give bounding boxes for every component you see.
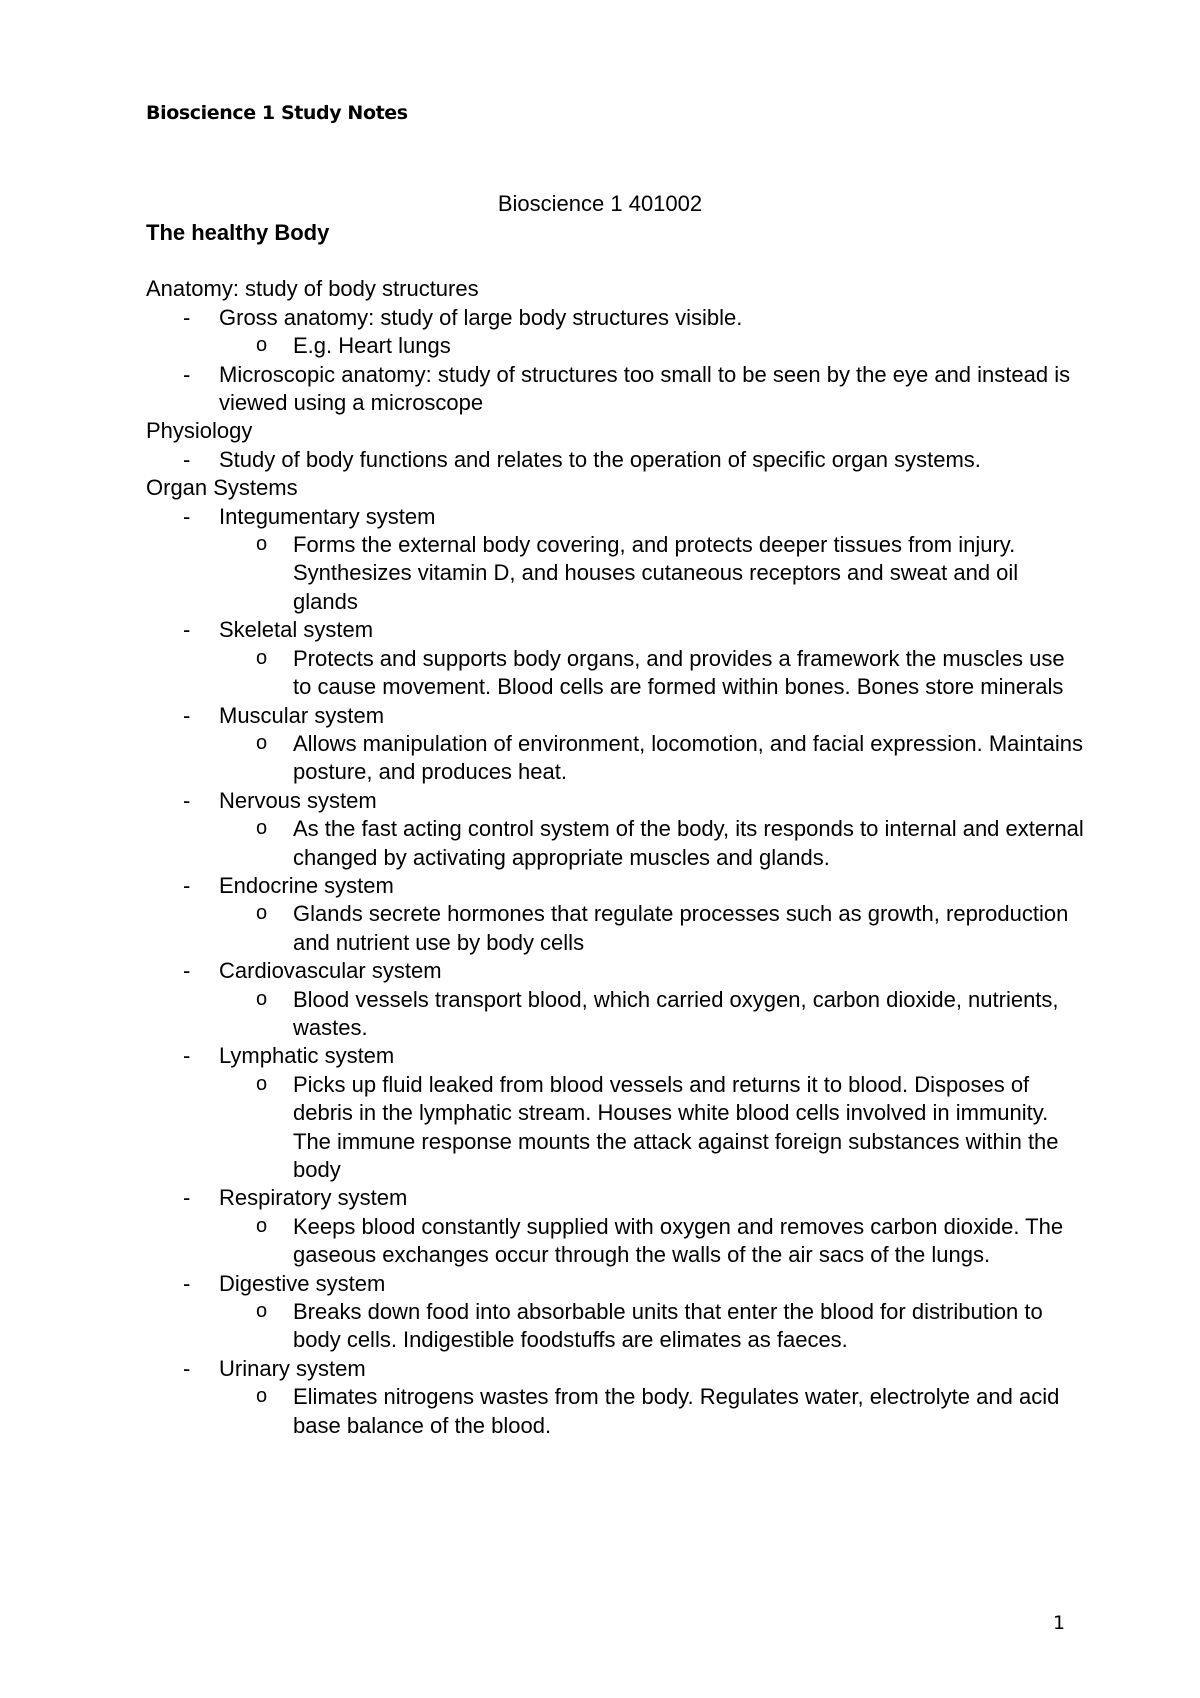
sub-bullet-item: o Blood vessels transport blood, which carried oxygen, carbon dioxide, nutrients, wastes. [146,986,1086,1043]
section-heading: Physiology [146,418,253,444]
bullet-item: - Lymphatic system [146,1042,1086,1070]
bullet-item: - Digestive system [146,1270,1086,1298]
sub-bullet-item: o Keeps blood constantly supplied with oxygen and removes carbon dioxide. The gaseous exchanges occur through the walls of the air sacs of the lungs. [146,1213,1086,1270]
bullet-item: - Integumentary system [146,503,1086,531]
bullet-item: - Respiratory system [146,1184,1086,1212]
bullet-item: - Muscular system [146,702,1086,730]
bullet-item: - Skeletal system [146,616,1086,644]
sub-bullet-item: o Allows manipulation of environment, locomotion, and facial expression. Maintains posture, and produces heat. [146,730,1086,787]
bullet-item: - Urinary system [146,1355,1086,1383]
section-heading: Anatomy: study of body structures [146,276,479,302]
bullet-item: - Gross anatomy: study of large body structures visible. [146,304,1086,332]
sub-bullet-item: o E.g. Heart lungs [146,332,1086,360]
sub-bullet-item: o Forms the external body covering, and protects deeper tissues from injury. Synthesizes vitamin D, and houses cutaneous receptors and sweat and oil glands [146,531,1086,616]
section-heading: Organ Systems [146,475,298,501]
sub-bullet-item: o Glands secrete hormones that regulate processes such as growth, reproduction and nutrient use by body cells [146,900,1086,957]
sub-bullet-item: o Picks up fluid leaked from blood vessels and returns it to blood. Disposes of debris in the lymphatic stream. Houses white blood cells involved in immunity. The immune response mounts the attack against foreign substances within the body [146,1071,1086,1185]
sub-bullet-item: o Elimates nitrogens wastes from the body. Regulates water, electrolyte and acid base balance of the blood. [146,1383,1086,1440]
bullet-item: - Cardiovascular system [146,957,1086,985]
bullet-item: - Study of body functions and relates to the operation of specific organ systems. [146,446,1086,474]
document-body [146,219,1086,1440]
sub-bullet-item: o Protects and supports body organs, and provides a framework the muscles use to cause movement. Blood cells are formed within bones. Bones store minerals [146,645,1086,702]
header-note: Bioscience 1 Study Notes [146,102,408,124]
page-number: 1 [1053,1612,1066,1634]
sub-bullet-item: o As the fast acting control system of the body, its responds to internal and external changed by activating appropriate muscles and glands. [146,815,1086,872]
bullet-item: - Microscopic anatomy: study of structures too small to be seen by the eye and instead is viewed using a microscope [146,361,1086,418]
bullet-item: - Nervous system [146,787,1086,815]
sub-bullet-item: o Breaks down food into absorbable units that enter the blood for distribution to body cells. Indigestible foodstuffs are elimates as faeces. [146,1298,1086,1355]
document-title: The healthy Body [146,220,330,245]
bullet-item: - Endocrine system [146,872,1086,900]
course-code-heading: Bioscience 1 401002 [497,191,703,216]
